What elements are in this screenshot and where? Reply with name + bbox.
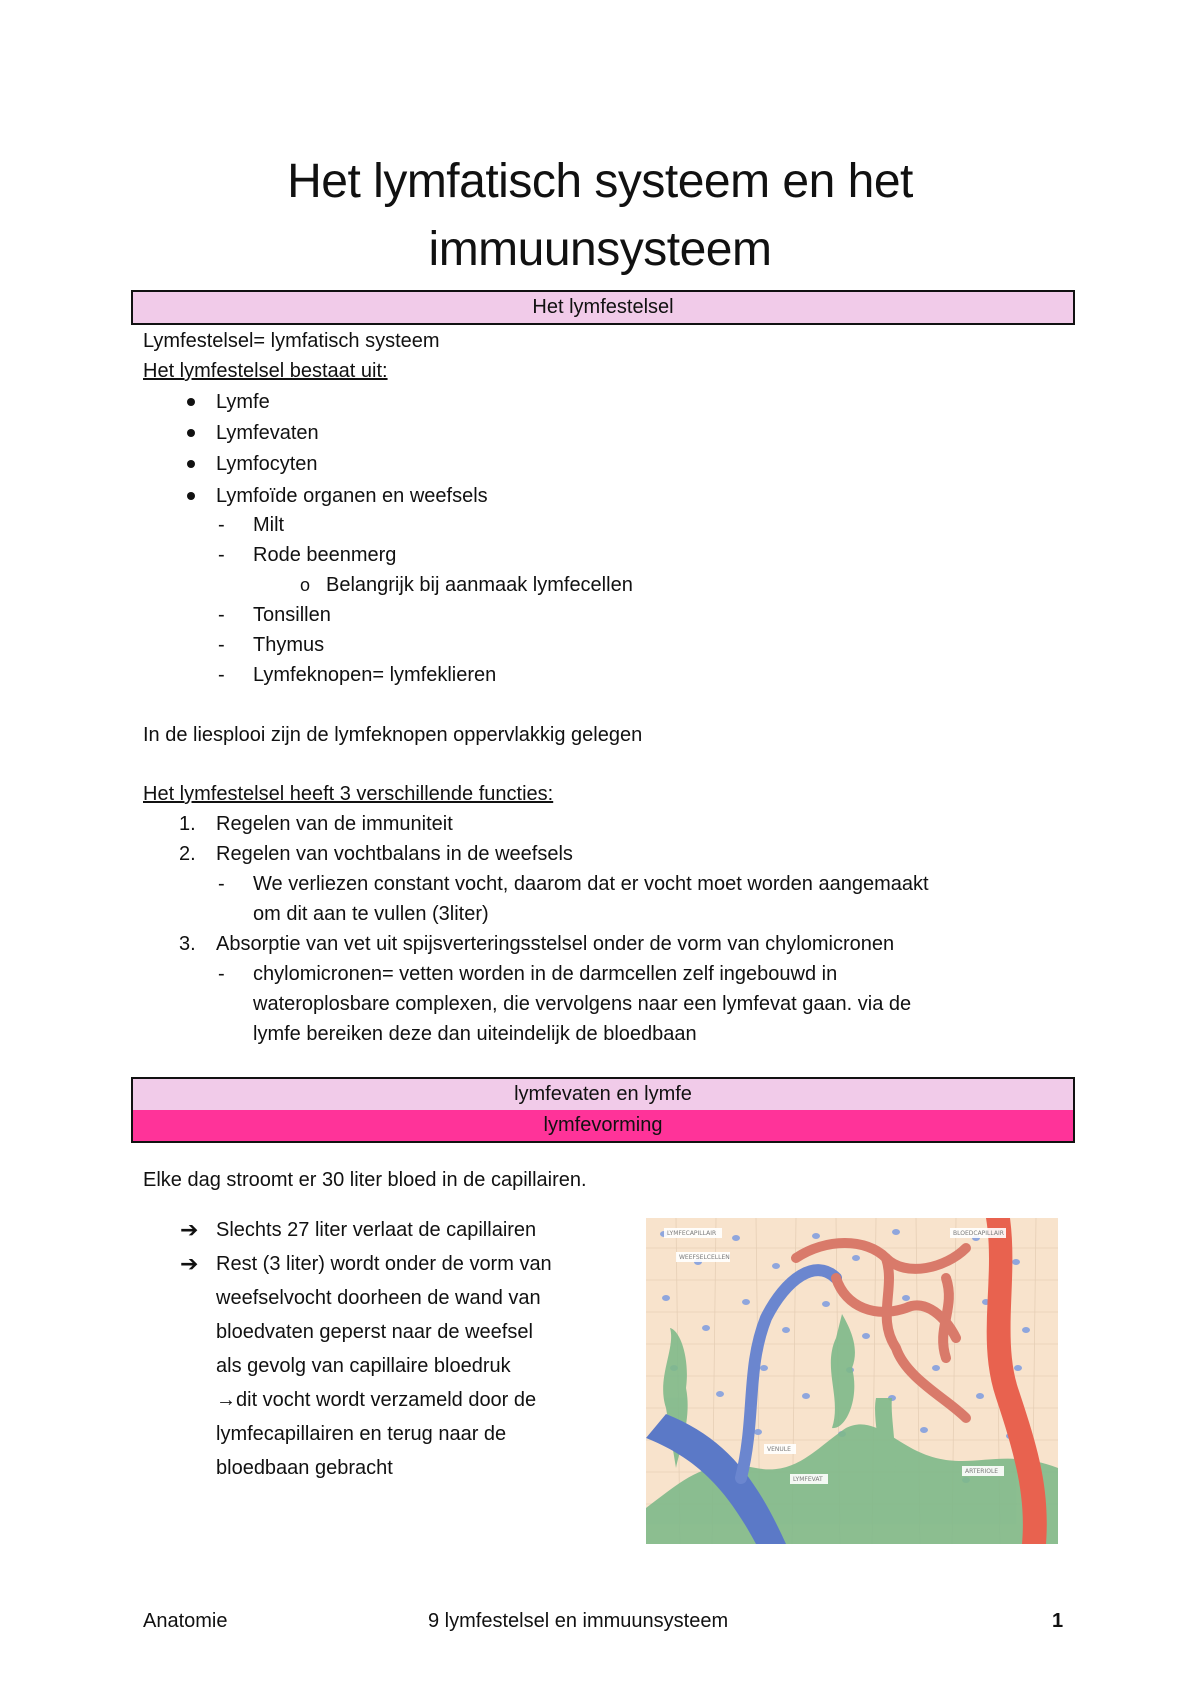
label-lymfevat: LYMFEVAT xyxy=(793,1476,823,1483)
section-header-label: Het lymfestelsel xyxy=(532,296,674,318)
function-item: Absorptie van vet uit spijsverteringsstelsel onder de vorm van chylomicronen xyxy=(216,933,895,955)
dash-icon: - xyxy=(218,544,225,566)
label-lymfecapillair: LYMFECAPILLAIR xyxy=(667,1230,717,1237)
lymph-formation-diagram xyxy=(646,1218,1058,1544)
dash-icon: - xyxy=(218,604,225,626)
arrow-item-line: Rest (3 liter) wordt onder de vorm van xyxy=(216,1253,552,1275)
arrow-item-line: lymfecapillairen en terug naar de xyxy=(216,1423,507,1445)
list-item: Lymfocyten xyxy=(216,453,318,475)
sub-list-item: Milt xyxy=(253,514,285,536)
arrow-right-icon: ➔ xyxy=(180,1251,199,1276)
arrow-right-icon: ➔ xyxy=(180,1217,199,1242)
dash-icon: - xyxy=(218,963,225,985)
functions-heading: Het lymfestelsel heeft 3 verschillende functies: xyxy=(143,783,554,805)
section-header-lymfevaten xyxy=(131,1077,1075,1143)
function-detail: wateroplosbare complexen, die vervolgens naar een lymfevat gaan. via de xyxy=(253,993,912,1015)
dash-icon: - xyxy=(218,873,225,895)
list-number: 2. xyxy=(179,843,196,865)
title-line-1: Het lymfatisch systeem en het xyxy=(287,155,913,208)
list-number: 3. xyxy=(179,933,196,955)
bullet-dot-icon xyxy=(187,460,195,468)
bullet-dot-icon xyxy=(187,429,195,437)
arrow-item-line xyxy=(216,1383,536,1417)
function-item: Regelen van de immuniteit xyxy=(216,813,453,835)
arrow-item-line: als gevolg van capillaire bloedruk xyxy=(216,1355,511,1377)
arrow-item: Slechts 27 liter verlaat de capillairen xyxy=(216,1219,537,1241)
sub-list-item: Thymus xyxy=(253,634,325,656)
list-item: Lymfoïde organen en weefsels xyxy=(216,485,488,507)
function-detail: chylomicronen= vetten worden in de darmcellen zelf ingebouwd in xyxy=(253,963,838,985)
sub-list-item: Tonsillen xyxy=(253,604,331,626)
arrow-item-line: bloedvaten geperst naar de weefsel xyxy=(216,1321,533,1343)
page-number: 1 xyxy=(1052,1610,1064,1632)
bullet-dot-icon xyxy=(187,492,195,500)
liesplooi-paragraph: In de liesplooi zijn de lymfeknopen oppervlakkig gelegen xyxy=(143,724,643,746)
label-weefselcellen: WEEFSELCELLEN xyxy=(679,1254,730,1261)
consists-heading: Het lymfestelsel bestaat uit: xyxy=(143,360,388,382)
list-number: 1. xyxy=(179,813,196,835)
arrow-item-line: weefselvocht doorheen de wand van xyxy=(216,1287,541,1309)
label-venule: VENULE xyxy=(767,1446,791,1453)
page-title xyxy=(0,148,1200,284)
list-item: Lymfevaten xyxy=(216,422,319,444)
dash-icon: - xyxy=(218,664,225,686)
sub-list-item: Lymfeknopen= lymfeklieren xyxy=(253,664,497,686)
sub-list-item: Rode beenmerg xyxy=(253,544,397,566)
dash-icon: - xyxy=(218,514,225,536)
section-header-lymfestelsel xyxy=(131,290,1075,325)
function-detail: We verliezen constant vocht, daarom dat er vocht moet worden aangemaakt xyxy=(253,873,929,895)
footer-left: Anatomie xyxy=(143,1610,228,1632)
lymph-formation-illustration xyxy=(646,1218,1058,1544)
dash-icon: - xyxy=(218,634,225,656)
arrow-item-text: dit vocht wordt verzameld door de xyxy=(236,1389,537,1411)
bullet-dot-icon xyxy=(187,398,195,406)
small-arrow-icon: → xyxy=(216,1389,236,1411)
label-bloedcapillair: BLOEDCAPILLAIR xyxy=(953,1230,1004,1237)
section-header-label: lymfevaten en lymfe xyxy=(133,1079,1073,1110)
definition-line: Lymfestelsel= lymfatisch systeem xyxy=(143,330,440,352)
function-detail: om dit aan te vullen (3liter) xyxy=(253,903,489,925)
title-line-2: immuunsysteem xyxy=(428,223,772,276)
function-detail: lymfe bereiken deze dan uiteindelijk de bloedbaan xyxy=(253,1023,697,1045)
label-arteriole: ARTERIOLE xyxy=(965,1468,999,1475)
function-item: Regelen van vochtbalans in de weefsels xyxy=(216,843,573,865)
list-item: Lymfe xyxy=(216,391,270,413)
footer-center: 9 lymfestelsel en immuunsysteem xyxy=(428,1610,729,1632)
intro-paragraph: Elke dag stroomt er 30 liter bloed in de capillairen. xyxy=(143,1169,587,1191)
sub-sub-list-item: Belangrijk bij aanmaak lymfecellen xyxy=(326,574,633,596)
section-subheader-label: lymfevorming xyxy=(133,1110,1073,1141)
arrow-item-line: bloedbaan gebracht xyxy=(216,1457,393,1479)
circle-bullet-icon: o xyxy=(300,575,311,595)
